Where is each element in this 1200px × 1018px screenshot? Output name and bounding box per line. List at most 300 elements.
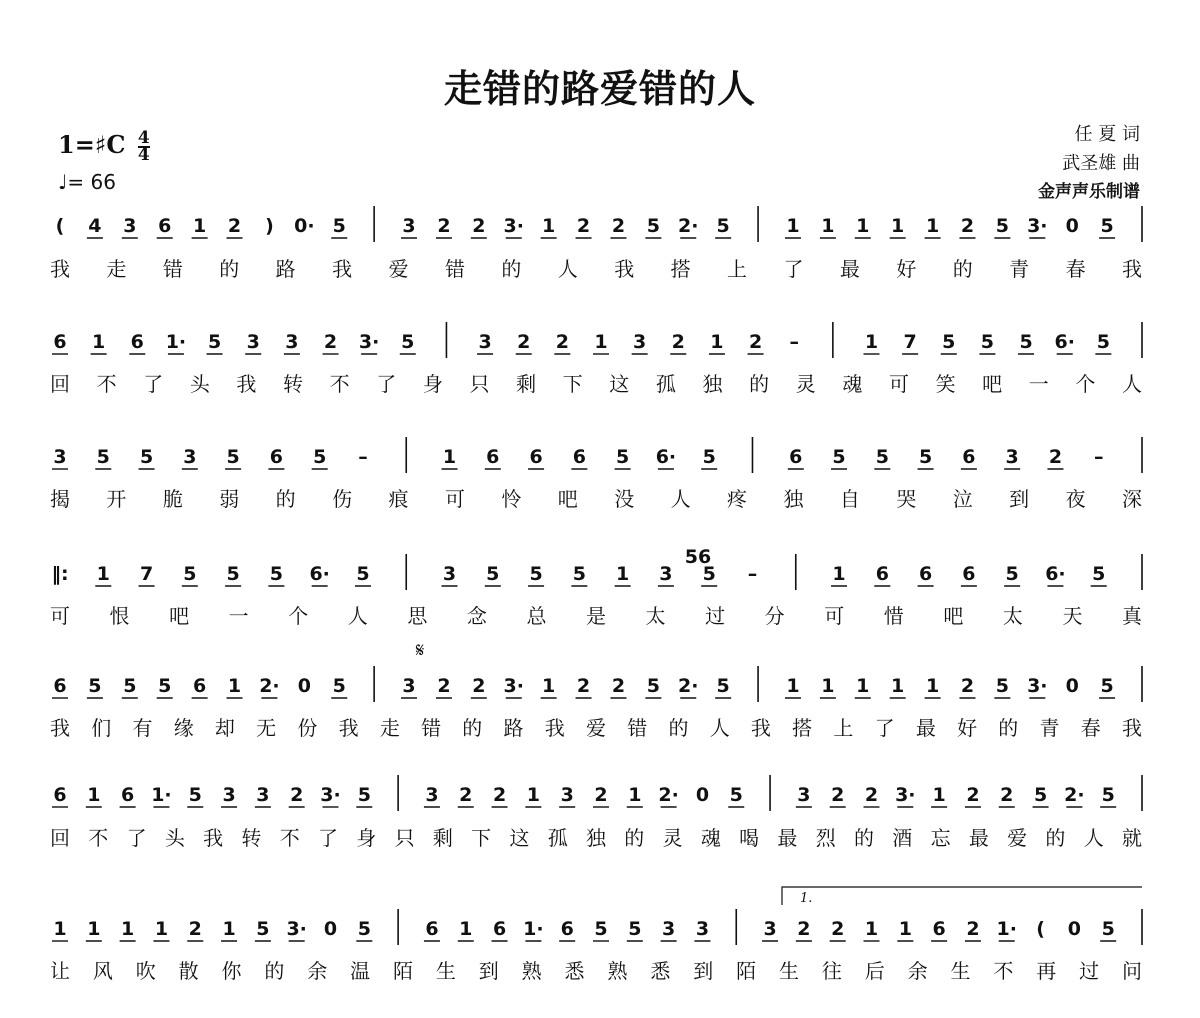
time-lower: 4	[137, 144, 150, 165]
note: 1	[864, 331, 879, 353]
note: 1	[227, 675, 242, 697]
lyric-char: 我	[203, 826, 224, 850]
lyric-char: 剩	[432, 826, 453, 850]
note: 2	[1048, 446, 1063, 468]
lyric-char: 走	[106, 257, 127, 281]
note: 1	[628, 784, 642, 806]
lyric-char: 下	[471, 826, 492, 850]
segno-sign: 𝄋	[415, 638, 425, 662]
note: 2	[960, 675, 975, 697]
lyricist: 任 夏 词	[1074, 124, 1140, 145]
note: 1	[710, 331, 724, 353]
note: 1	[616, 563, 630, 585]
lyric-char: 份	[297, 716, 318, 740]
note: 5	[942, 331, 956, 353]
note: 2·	[1064, 784, 1085, 806]
lyric-char: 回	[50, 826, 70, 850]
lyric-char: 魂	[842, 372, 863, 396]
note: 1	[92, 331, 106, 353]
lyric-char: 的	[668, 716, 689, 740]
lyric-char: 脆	[162, 487, 183, 511]
note: 3·	[1027, 215, 1048, 237]
lyric-char: 的	[501, 257, 522, 281]
note: 3	[183, 446, 197, 468]
song-title: 走错的路爱错的人	[443, 66, 756, 111]
lyric-char: 只	[394, 826, 415, 850]
note: 5	[529, 563, 543, 585]
lyric-char: 笑	[935, 372, 956, 396]
note: 1	[856, 215, 870, 237]
note: 6·	[1054, 331, 1075, 353]
note: 5	[832, 446, 846, 468]
note: 3·	[1027, 675, 1048, 697]
note: 6	[269, 446, 284, 468]
note: 5	[188, 784, 202, 806]
lyric-char: 青	[1039, 716, 1060, 740]
note: 1	[542, 215, 556, 237]
note: 1·	[165, 331, 187, 353]
lyric-char: 疼	[727, 487, 748, 511]
lyric-char: 春	[1080, 716, 1101, 740]
note: 0·	[294, 215, 315, 237]
lyric-char: 人	[1083, 826, 1104, 850]
note: 5	[226, 446, 240, 468]
note: 2·	[259, 675, 280, 697]
lyric-char: 生	[778, 959, 799, 983]
note: 5	[357, 784, 371, 806]
note: 2·	[678, 675, 699, 697]
note: 5	[729, 784, 743, 806]
note: 1	[121, 918, 135, 940]
lyric-char: 恨	[109, 604, 130, 628]
note: 2	[966, 918, 980, 940]
note: 5	[1033, 784, 1048, 806]
note: 5	[1101, 784, 1115, 806]
lyric-char: 错	[421, 716, 442, 740]
note: 1	[832, 563, 846, 585]
lyric-char: 独	[702, 372, 723, 396]
note: –	[358, 446, 368, 468]
lyric-char: 散	[178, 959, 199, 983]
note: 2	[472, 675, 486, 697]
note: 1	[87, 918, 101, 940]
note: 2	[960, 215, 975, 237]
lyric-char: 忘	[930, 826, 951, 850]
note: 6	[53, 331, 67, 353]
note: 2	[555, 331, 569, 353]
lyric-char: 我	[236, 372, 257, 396]
note: 3	[560, 784, 574, 806]
lyric-char: 却	[214, 716, 235, 740]
note: (	[1036, 918, 1045, 940]
note: 2	[1000, 784, 1014, 806]
lyric-char: 自	[839, 487, 860, 511]
lyric-char: 下	[562, 372, 583, 396]
note: 0	[323, 918, 338, 940]
note: 5	[702, 446, 716, 468]
note: 2	[492, 784, 507, 806]
lyric-char: 的	[264, 959, 285, 983]
note: 2	[748, 331, 763, 353]
lyric-char: 头	[189, 372, 210, 396]
lyric-char: 夜	[1065, 487, 1086, 511]
note: 5	[1100, 215, 1114, 237]
note: 5	[158, 675, 172, 697]
note: 1	[932, 784, 946, 806]
lyric-char: 吧	[943, 604, 964, 628]
note: ‖:	[51, 563, 69, 585]
note: 2	[188, 918, 202, 940]
note: 2	[437, 675, 451, 697]
lyric-char: 念	[466, 604, 487, 628]
lyric-char: 了	[874, 716, 895, 740]
note: 0	[1067, 918, 1081, 940]
note: 1	[192, 215, 207, 237]
lyric-char: 上	[833, 716, 854, 740]
tempo-mark: ♩= 66	[58, 170, 116, 194]
note: 2	[831, 784, 845, 806]
note: 2	[594, 784, 608, 806]
note: 5	[1101, 918, 1115, 940]
note: 2	[611, 675, 626, 697]
lyric-char: 搭	[792, 716, 813, 740]
note: 6·	[655, 446, 677, 468]
lyric-char: 太	[645, 604, 666, 628]
note: 3	[402, 675, 416, 697]
note: 6	[158, 215, 172, 237]
note: –	[789, 331, 799, 353]
note: 5	[183, 563, 197, 585]
lyric-char: 最	[777, 826, 798, 850]
lyric-char: 陌	[393, 959, 414, 983]
note: 1	[786, 215, 800, 237]
lyric-char: 可	[888, 372, 909, 396]
note: 1·	[996, 918, 1017, 940]
note: 5	[486, 563, 500, 585]
note: 5	[646, 215, 660, 237]
note: 2	[671, 331, 685, 353]
note: 7	[903, 331, 917, 353]
note: 1	[925, 675, 940, 697]
lyric-char: 不	[329, 372, 350, 396]
note: 2	[797, 918, 811, 940]
note: 0	[1065, 215, 1079, 237]
lyric-char: 伤	[332, 487, 353, 511]
note: 3	[123, 215, 137, 237]
note: 1	[594, 331, 608, 353]
lyric-char: 了	[783, 257, 804, 281]
note: 5	[313, 446, 327, 468]
note: 3	[442, 563, 457, 585]
note: 3	[797, 784, 811, 806]
note: 2	[472, 215, 486, 237]
note: 5	[980, 331, 995, 353]
lyric-char: 吧	[557, 487, 578, 511]
lyric-char: 错	[444, 257, 465, 281]
note: 3·	[286, 918, 307, 940]
note: 5	[332, 675, 346, 697]
lyric-char: 走	[379, 716, 400, 740]
note: 6	[53, 675, 67, 697]
lyric-char: 错	[162, 257, 183, 281]
lyric-char: 深	[1122, 487, 1142, 511]
note: 2	[227, 215, 242, 237]
note: 3	[1005, 446, 1019, 468]
lyric-char: 余	[307, 959, 328, 983]
lyric-char: 揭	[50, 487, 70, 511]
note: 5	[616, 446, 630, 468]
note: 0	[1065, 675, 1079, 697]
lyric-char: 怜	[501, 487, 522, 511]
note: 5	[995, 215, 1010, 237]
note: 6	[121, 784, 135, 806]
lyric-char: 人	[1122, 372, 1142, 396]
note: 2	[966, 784, 980, 806]
lyric-char: 到	[693, 959, 714, 983]
lyric-char: 吧	[982, 372, 1003, 396]
lyric-char: 我	[50, 257, 70, 281]
note: 5	[207, 331, 222, 353]
lyric-char: 烈	[815, 826, 836, 850]
note: 5	[1096, 331, 1110, 353]
note: 5	[918, 446, 933, 468]
lyric-char: 独	[783, 487, 804, 511]
lyric-char: 吹	[135, 959, 156, 983]
note: 2	[323, 331, 338, 353]
note: 6	[53, 784, 67, 806]
lyric-char: 过	[705, 604, 726, 628]
lyric-char: 身	[422, 372, 443, 396]
lyric-char: 我	[338, 716, 359, 740]
lyric-char: 最	[968, 826, 989, 850]
lyric-char: 哭	[896, 487, 917, 511]
lyric-char: 最	[915, 716, 936, 740]
note: 5	[716, 215, 730, 237]
note: 6	[572, 446, 586, 468]
lyric-char: 开	[106, 487, 127, 511]
lyric-char: 的	[854, 826, 874, 850]
key-label: 1=♯C	[58, 130, 126, 159]
note: 0	[695, 784, 710, 806]
lyric-char: 春	[1065, 257, 1086, 281]
note: 1	[526, 784, 540, 806]
lyric-char: 个	[1075, 372, 1096, 396]
note: 7	[139, 563, 154, 585]
lyric-char: 个	[288, 604, 309, 628]
note: 5	[123, 675, 137, 697]
lyric-char: 我	[750, 716, 771, 740]
note: 1·	[151, 784, 172, 806]
lyric-char: 风	[92, 959, 113, 983]
lyric-char: 一	[228, 604, 249, 628]
lyric-char: 悉	[650, 959, 671, 983]
lyric-char: 可	[444, 487, 465, 511]
note: 6	[192, 675, 207, 697]
lyric-char: 转	[241, 826, 262, 850]
lyric-char: 这	[609, 372, 630, 396]
lyric-char: 不	[88, 826, 109, 850]
note: 3·	[358, 331, 380, 353]
lyric-char: 好	[957, 716, 978, 740]
lyric-char: 过	[1079, 959, 1100, 983]
note: 4	[88, 215, 102, 237]
note: 6·	[309, 563, 330, 585]
note: 2	[611, 215, 626, 237]
note: 6	[875, 563, 889, 585]
lyric-char: 人	[347, 604, 368, 628]
lyric-char: 回	[50, 372, 70, 396]
lyric-char: 的	[998, 716, 1019, 740]
note: 5	[702, 563, 716, 585]
note: 3	[695, 918, 710, 940]
note: 5	[995, 675, 1010, 697]
note: 2	[864, 784, 879, 806]
note: 5	[226, 563, 240, 585]
lyric-char: 灵	[795, 372, 816, 396]
lyric-char: 到	[478, 959, 499, 983]
note: 3	[285, 331, 299, 353]
note: 1	[459, 918, 473, 940]
note: 1	[891, 675, 905, 697]
volta-label: 1.	[800, 891, 813, 906]
lyric-char: 我	[332, 257, 353, 281]
lyric-char: 的	[952, 257, 973, 281]
note: 6	[918, 563, 933, 585]
note: 5	[256, 918, 270, 940]
note: 5	[139, 446, 154, 468]
lyric-char: 剩	[516, 372, 537, 396]
note: 5	[1092, 563, 1106, 585]
lyric-char: 了	[376, 372, 397, 396]
lyric-char: 缘	[173, 716, 194, 740]
grace-notes: 56	[684, 546, 712, 568]
lyric-char: 可	[50, 604, 70, 628]
note: 6	[529, 446, 543, 468]
lyric-char: 爱	[1007, 826, 1028, 850]
lyric-char: 独	[586, 826, 606, 850]
lyric-char: 惜	[883, 604, 904, 628]
lyric-char: 好	[896, 257, 917, 281]
note: 6	[425, 918, 439, 940]
lyric-char: 孤	[655, 372, 676, 396]
lyric-char: 的	[275, 487, 296, 511]
note: 6	[130, 331, 144, 353]
lyric-char: 再	[1036, 959, 1057, 983]
time-upper: 4	[137, 127, 150, 148]
lyric-char: 就	[1122, 826, 1142, 850]
lyric-char: 了	[126, 826, 147, 850]
lyric-char: 我	[544, 716, 565, 740]
note: 5	[1019, 331, 1033, 353]
lyric-char: 后	[864, 959, 885, 983]
lyric-char: 爱	[388, 257, 409, 281]
lyric-char: 让	[50, 959, 70, 983]
note: 6	[560, 918, 574, 940]
note: 3	[246, 331, 260, 353]
note: 2	[290, 784, 304, 806]
note: 5	[628, 918, 642, 940]
lyric-char: 余	[907, 959, 928, 983]
note: 3·	[895, 784, 916, 806]
note: 3	[659, 563, 673, 585]
note: 3	[425, 784, 439, 806]
note: 3	[402, 215, 416, 237]
note: 3	[53, 446, 67, 468]
lyric-char: 转	[283, 372, 304, 396]
note: 3	[633, 331, 647, 353]
note: 6	[962, 446, 976, 468]
lyric-char: 到	[1009, 487, 1030, 511]
note: 1	[87, 784, 101, 806]
note: 1	[864, 918, 879, 940]
note: 6	[486, 446, 500, 468]
note: 6	[789, 446, 803, 468]
note: 2	[517, 331, 531, 353]
note: 6·	[1045, 563, 1066, 585]
note: 6	[932, 918, 946, 940]
note: 3·	[320, 784, 341, 806]
lyric-char: 的	[462, 716, 483, 740]
lyric-char: 灵	[662, 826, 683, 850]
note: 5	[269, 563, 284, 585]
lyric-char: 酒	[892, 826, 913, 850]
lyric-char: 你	[221, 959, 242, 983]
note: 3	[478, 331, 492, 353]
lyric-char: 问	[1122, 959, 1142, 983]
lyric-char: 错	[627, 716, 648, 740]
note: 1	[856, 675, 870, 697]
note: 2	[437, 215, 451, 237]
lyric-char: 生	[435, 959, 456, 983]
lyric-char: 吧	[169, 604, 190, 628]
note: 1	[821, 675, 835, 697]
note: 2·	[658, 784, 679, 806]
note: 1	[891, 215, 905, 237]
note: 1	[925, 215, 940, 237]
note: 1	[786, 675, 800, 697]
lyric-char: 我	[1122, 257, 1142, 281]
note: –	[1093, 446, 1104, 468]
note: 0	[297, 675, 311, 697]
lyric-char: 真	[1122, 604, 1142, 628]
note: 2	[576, 675, 591, 697]
lyric-char: 这	[509, 826, 530, 850]
note: 2	[831, 918, 845, 940]
note: 5	[716, 675, 730, 697]
lyric-char: 不	[279, 826, 300, 850]
lyric-char: 无	[256, 716, 277, 740]
note: 2·	[678, 215, 699, 237]
lyric-char: 熟	[521, 959, 542, 983]
note: 5	[646, 675, 660, 697]
lyric-char: 可	[824, 604, 845, 628]
lyric-char: 不	[993, 959, 1014, 983]
lyric-char: 的	[624, 826, 645, 850]
lyric-char: 只	[469, 372, 490, 396]
note: 2	[459, 784, 473, 806]
lyric-char: 了	[143, 372, 164, 396]
note: 1·	[523, 918, 544, 940]
lyric-char: 爱	[586, 716, 606, 740]
note: 1	[821, 215, 835, 237]
lyric-char: 人	[557, 257, 578, 281]
note: (	[55, 215, 65, 237]
note: 5	[401, 331, 415, 353]
lyric-char: 们	[91, 716, 112, 740]
lyric-char: 是	[586, 604, 606, 628]
note: 1	[442, 446, 457, 468]
note: –	[747, 563, 758, 585]
